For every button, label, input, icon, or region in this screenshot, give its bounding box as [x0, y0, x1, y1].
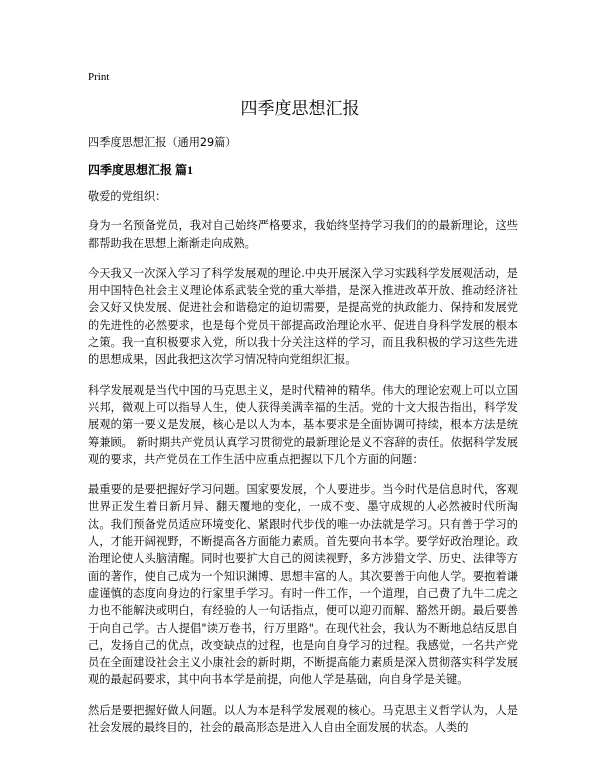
body-paragraph: 科学发展观是当代中国的马克思主义，是时代精神的精华。伟大的理论宏观上可以立国兴邦，微观上可以指导人生，使人获得美满幸福的生活。党的十文大报告指出，科学发展观的第一要义是发展，核心是以人为本，基本要求是全面协调可持续，根本方法是统筹兼顾。 新时期共产党员认真学习贯彻党的最新理论是义不容辞的责任。依据科学发展观的要求，共产党员在工作生活中应重点把握以下几个方面的问题： [88, 383, 518, 466]
document-subtitle: 四季度思想汇报（通用29篇） [88, 136, 237, 149]
body-paragraph: 最重要的是要把握好学习问题。国家要发展，个人要进步。当今时代是信息时代，客观世界正发生着日新月异、翻天覆地的变化，一成不变、墨守成规的人必然被时代所淘汰。我们预备党员适应环境变化、紧跟时代步伐的唯一办法就是学习。只有善于学习的人，才能开阔视野，不断提高各方面能力素质。首先要向书本学。要学好政治理论。政治理论使人头脑清醒。同时也要扩大自己的阅读视野，多方涉猎文学、历史、法律等方面的著作，使自己成为一个知识渊博、思想丰富的人。其次要善于向他人学。要抱着谦虚谨慎的态度向身边的行家里手学习。有时一件工作，一个道理，自己费了九牛二虎之力也不能解決或明白，有经验的人一句话指点，便可以迎刃而解、豁然开朗。最后要善于向自己学。古人提倡"读万卷书，行万里路"。在现代社会，我认为不断地总结反思自己，发扬自己的优点，改变缺点的过程，也是向自身学习的过程。我感觉，一名共产党员在全面建设社会主义小康社会的新时期，不断提高能力素质是深入贯彻落实科学发展观的最起码要求，其中向书本学是前提，向他人学是基础，向自身学是关键。 [88, 483, 518, 687]
print-link[interactable]: Print [88, 71, 110, 83]
body-paragraph: 身为一名预备党员，我对自己始终严格要求，我始终坚持学习我们的的最新理论，这些都帮助我在思想上渐渐走向成熟。 [88, 219, 518, 250]
body-paragraph: 今天我又一次深入学习了科学发展观的理论.中央开展深入学习实践科学发展观活动，是用中国特色社会主义理论体系武装全党的重大举措，是深入推进改革开放、推动经济社会又好又快发展、促进社会和谐稳定的迫切需要，是提高党的执政能力、保持和发展党的先进性的必然要求，也是每个党员干部提高政治理论水平、促进自身科学发展的根本之策。我一直积极要求入党，所以我十分关注这样的学习，而且我积极的学习这些先进的思想成果，因此我把这次学习情况特向党组织汇报。 [88, 266, 518, 367]
document-body [88, 188, 518, 749]
page-title: 四季度思想汇报 [240, 99, 360, 119]
greeting: 敬爱的党组织： [88, 190, 167, 203]
section-heading: 四季度思想汇报 篇1 [88, 163, 194, 177]
body-paragraph: 然后是要把握好做人问题。以人为本是科学发展观的核心。马克思主义哲学认为，人是社会发展的最终目的，社会的最高形态是进入人自由全面发展的状态。人类的 [88, 703, 518, 735]
